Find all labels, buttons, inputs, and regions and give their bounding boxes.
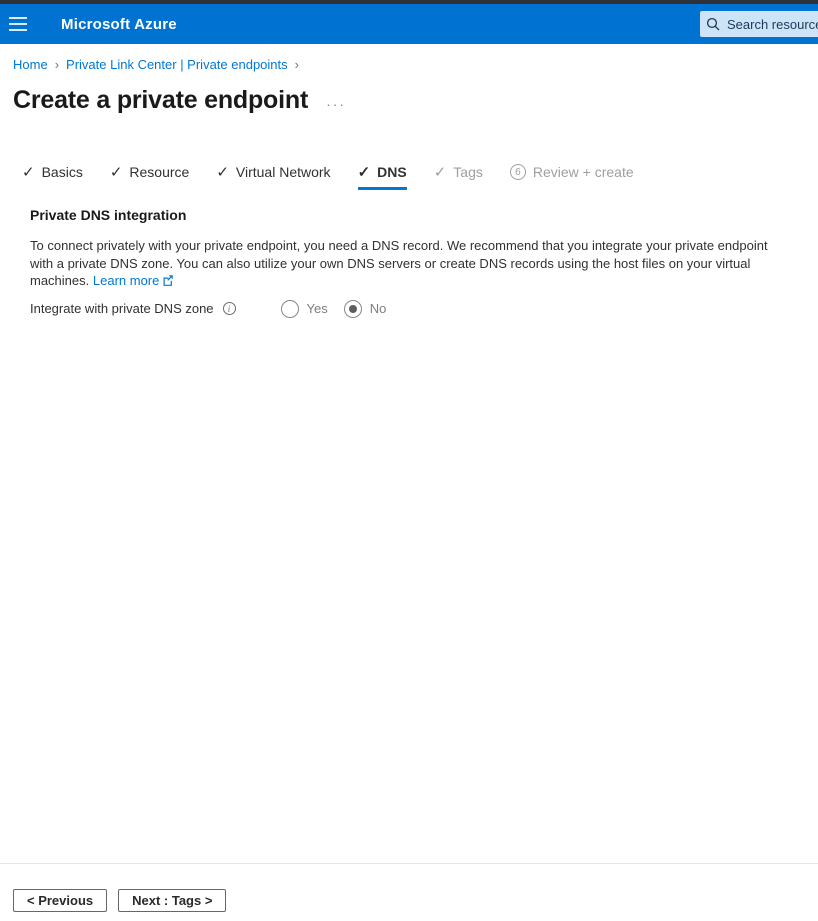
tab-label: Tags	[453, 164, 483, 180]
tab-label: Resource	[129, 164, 190, 180]
tab-label: Basics	[41, 164, 83, 180]
radio-option-yes[interactable]	[281, 300, 328, 318]
check-icon: ✓	[216, 164, 229, 181]
tab-resource[interactable]	[110, 163, 190, 190]
tab-label: Review + create	[532, 164, 634, 180]
info-icon[interactable]: i	[223, 302, 236, 315]
dns-zone-radio-group	[281, 300, 387, 318]
tab-label: DNS	[377, 164, 407, 180]
tab-dns[interactable]	[358, 163, 407, 190]
external-link-icon	[162, 273, 174, 291]
check-icon: ✓	[22, 164, 35, 181]
dns-zone-field-row	[30, 300, 818, 318]
breadcrumb-home-link[interactable]: Home	[13, 57, 48, 72]
section-heading: Private DNS integration	[30, 207, 187, 223]
step-6-badge: 6	[510, 164, 526, 180]
radio-yes-circle[interactable]	[281, 300, 299, 318]
page-title: Create a private endpoint	[13, 86, 309, 114]
wizard-footer	[0, 863, 818, 921]
search-input[interactable]	[727, 17, 818, 32]
radio-no-label: No	[369, 301, 387, 316]
wizard-tab-list	[0, 163, 818, 190]
breadcrumb-private-link-center-link[interactable]: Private Link Center | Private endpoints	[66, 57, 288, 72]
previous-button[interactable]: < Previous	[13, 889, 107, 912]
radio-option-no[interactable]	[344, 300, 387, 318]
radio-yes-label: Yes	[306, 301, 328, 316]
tab-basics[interactable]	[22, 163, 83, 190]
radio-no-circle[interactable]	[344, 300, 362, 318]
dns-tab-content	[0, 190, 818, 318]
breadcrumb-chevron-icon: ›	[54, 57, 60, 72]
search-icon	[706, 17, 720, 31]
learn-more-link[interactable]: Learn more	[92, 273, 160, 288]
breadcrumb-chevron-icon: ›	[294, 57, 299, 72]
azure-header-bar	[0, 4, 818, 44]
title-row	[0, 72, 818, 115]
tab-virtual-network[interactable]	[216, 163, 330, 190]
hamburger-menu-icon[interactable]	[0, 4, 40, 44]
dns-zone-label: Integrate with private DNS zone	[30, 301, 214, 316]
check-icon: ✓	[433, 164, 447, 181]
tab-label: Virtual Network	[235, 164, 331, 180]
more-options-icon[interactable]: ···	[326, 95, 347, 112]
check-icon: ✓	[357, 164, 371, 181]
breadcrumb	[0, 44, 818, 72]
footer-buttons	[0, 864, 818, 912]
app-title: Microsoft Azure	[61, 15, 177, 33]
dns-description	[30, 237, 778, 291]
global-search[interactable]	[700, 11, 818, 37]
tab-tags[interactable]	[434, 163, 483, 190]
description-text: To connect privately with your private endpoint, you need a DNS record. We recommend that you integrate your private endpoint with a private DNS zone. You can also utilize your own DNS servers or create DNS records using the host files on your virtual machines.	[30, 238, 768, 288]
check-icon: ✓	[109, 164, 123, 181]
next-tags-button[interactable]: Next : Tags >	[118, 889, 226, 912]
tab-review-create[interactable]	[510, 163, 634, 190]
